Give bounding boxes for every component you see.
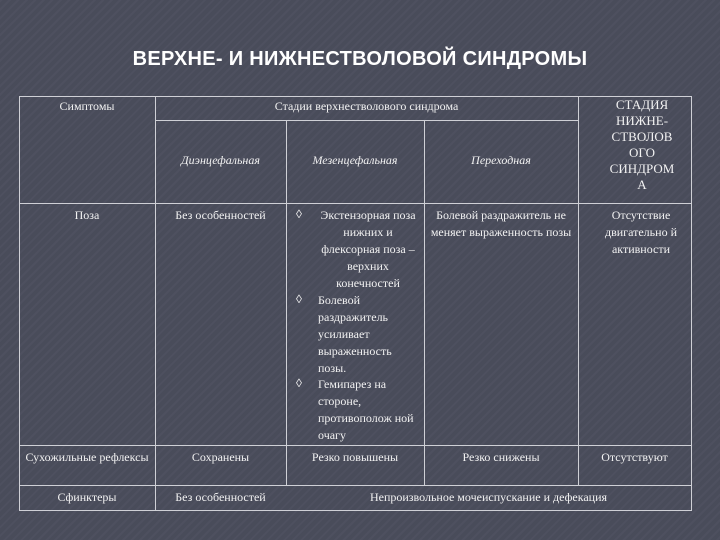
col-divider-2 xyxy=(286,120,287,485)
pose-diencephalic: Без особенностей xyxy=(175,208,266,222)
sphincters-diencephalic: Без особенностей xyxy=(175,490,266,504)
table-border-bottom xyxy=(19,510,692,511)
pose-mesencephalic-item: Экстензорная поза нижних и флексорная поза – верхних конечностей xyxy=(320,208,416,290)
bullet-icon: ◊ xyxy=(296,292,302,306)
header-bottom xyxy=(19,203,692,204)
sphincters-merged: Непроизвольное мочеиспускание и дефекация xyxy=(369,490,608,504)
bullet-icon: ◊ xyxy=(296,207,302,221)
header-lower-stage: СТАДИЯ НИЖНЕ-СТВОЛОВ ОГО СИНДРОМ А xyxy=(609,97,675,192)
slide-title: ВЕРХНЕ- И НИЖНЕСТВОЛОВОЙ СИНДРОМЫ xyxy=(132,48,588,70)
row-divider-tendon xyxy=(19,485,692,486)
pose-label: Поза xyxy=(74,208,100,222)
pose-lower: Отсутствие двигательно й активности xyxy=(604,208,677,256)
header-mesencephalic: Мезенцефальная xyxy=(312,153,398,167)
row-divider-pose xyxy=(19,445,692,446)
tendon-diencephalic: Сохранены xyxy=(191,450,250,464)
bullet-icon: ◊ xyxy=(296,376,302,390)
pose-mesencephalic-item: Болевой раздражитель усиливает выраженность позы. xyxy=(318,293,392,375)
tendon-lower: Отсутствуют xyxy=(601,450,668,464)
table-border-top xyxy=(19,96,692,97)
header-symptoms: Симптомы xyxy=(59,99,115,113)
header-upper-stages: Стадии верхнестволового синдрома xyxy=(274,99,459,113)
pose-transitional: Болевой раздражитель не меняет выраженность позы xyxy=(430,208,572,239)
tendon-mesencephalic: Резко повышены xyxy=(311,450,399,464)
table-border-right xyxy=(691,96,692,511)
col-divider-4 xyxy=(578,96,579,485)
col-divider-3 xyxy=(424,120,425,485)
sphincters-label: Сфинктеры xyxy=(57,490,117,504)
header-transitional: Переходная xyxy=(471,153,531,167)
pose-mesencephalic-item: Гемипарез на стороне, противополож ной очагу xyxy=(318,377,414,442)
header-divider xyxy=(155,120,578,121)
header-diencephalic: Диэнцефальная xyxy=(181,153,260,167)
tendon-transitional: Резко снижены xyxy=(462,450,540,464)
tendon-label: Сухожильные рефлексы xyxy=(25,450,149,464)
